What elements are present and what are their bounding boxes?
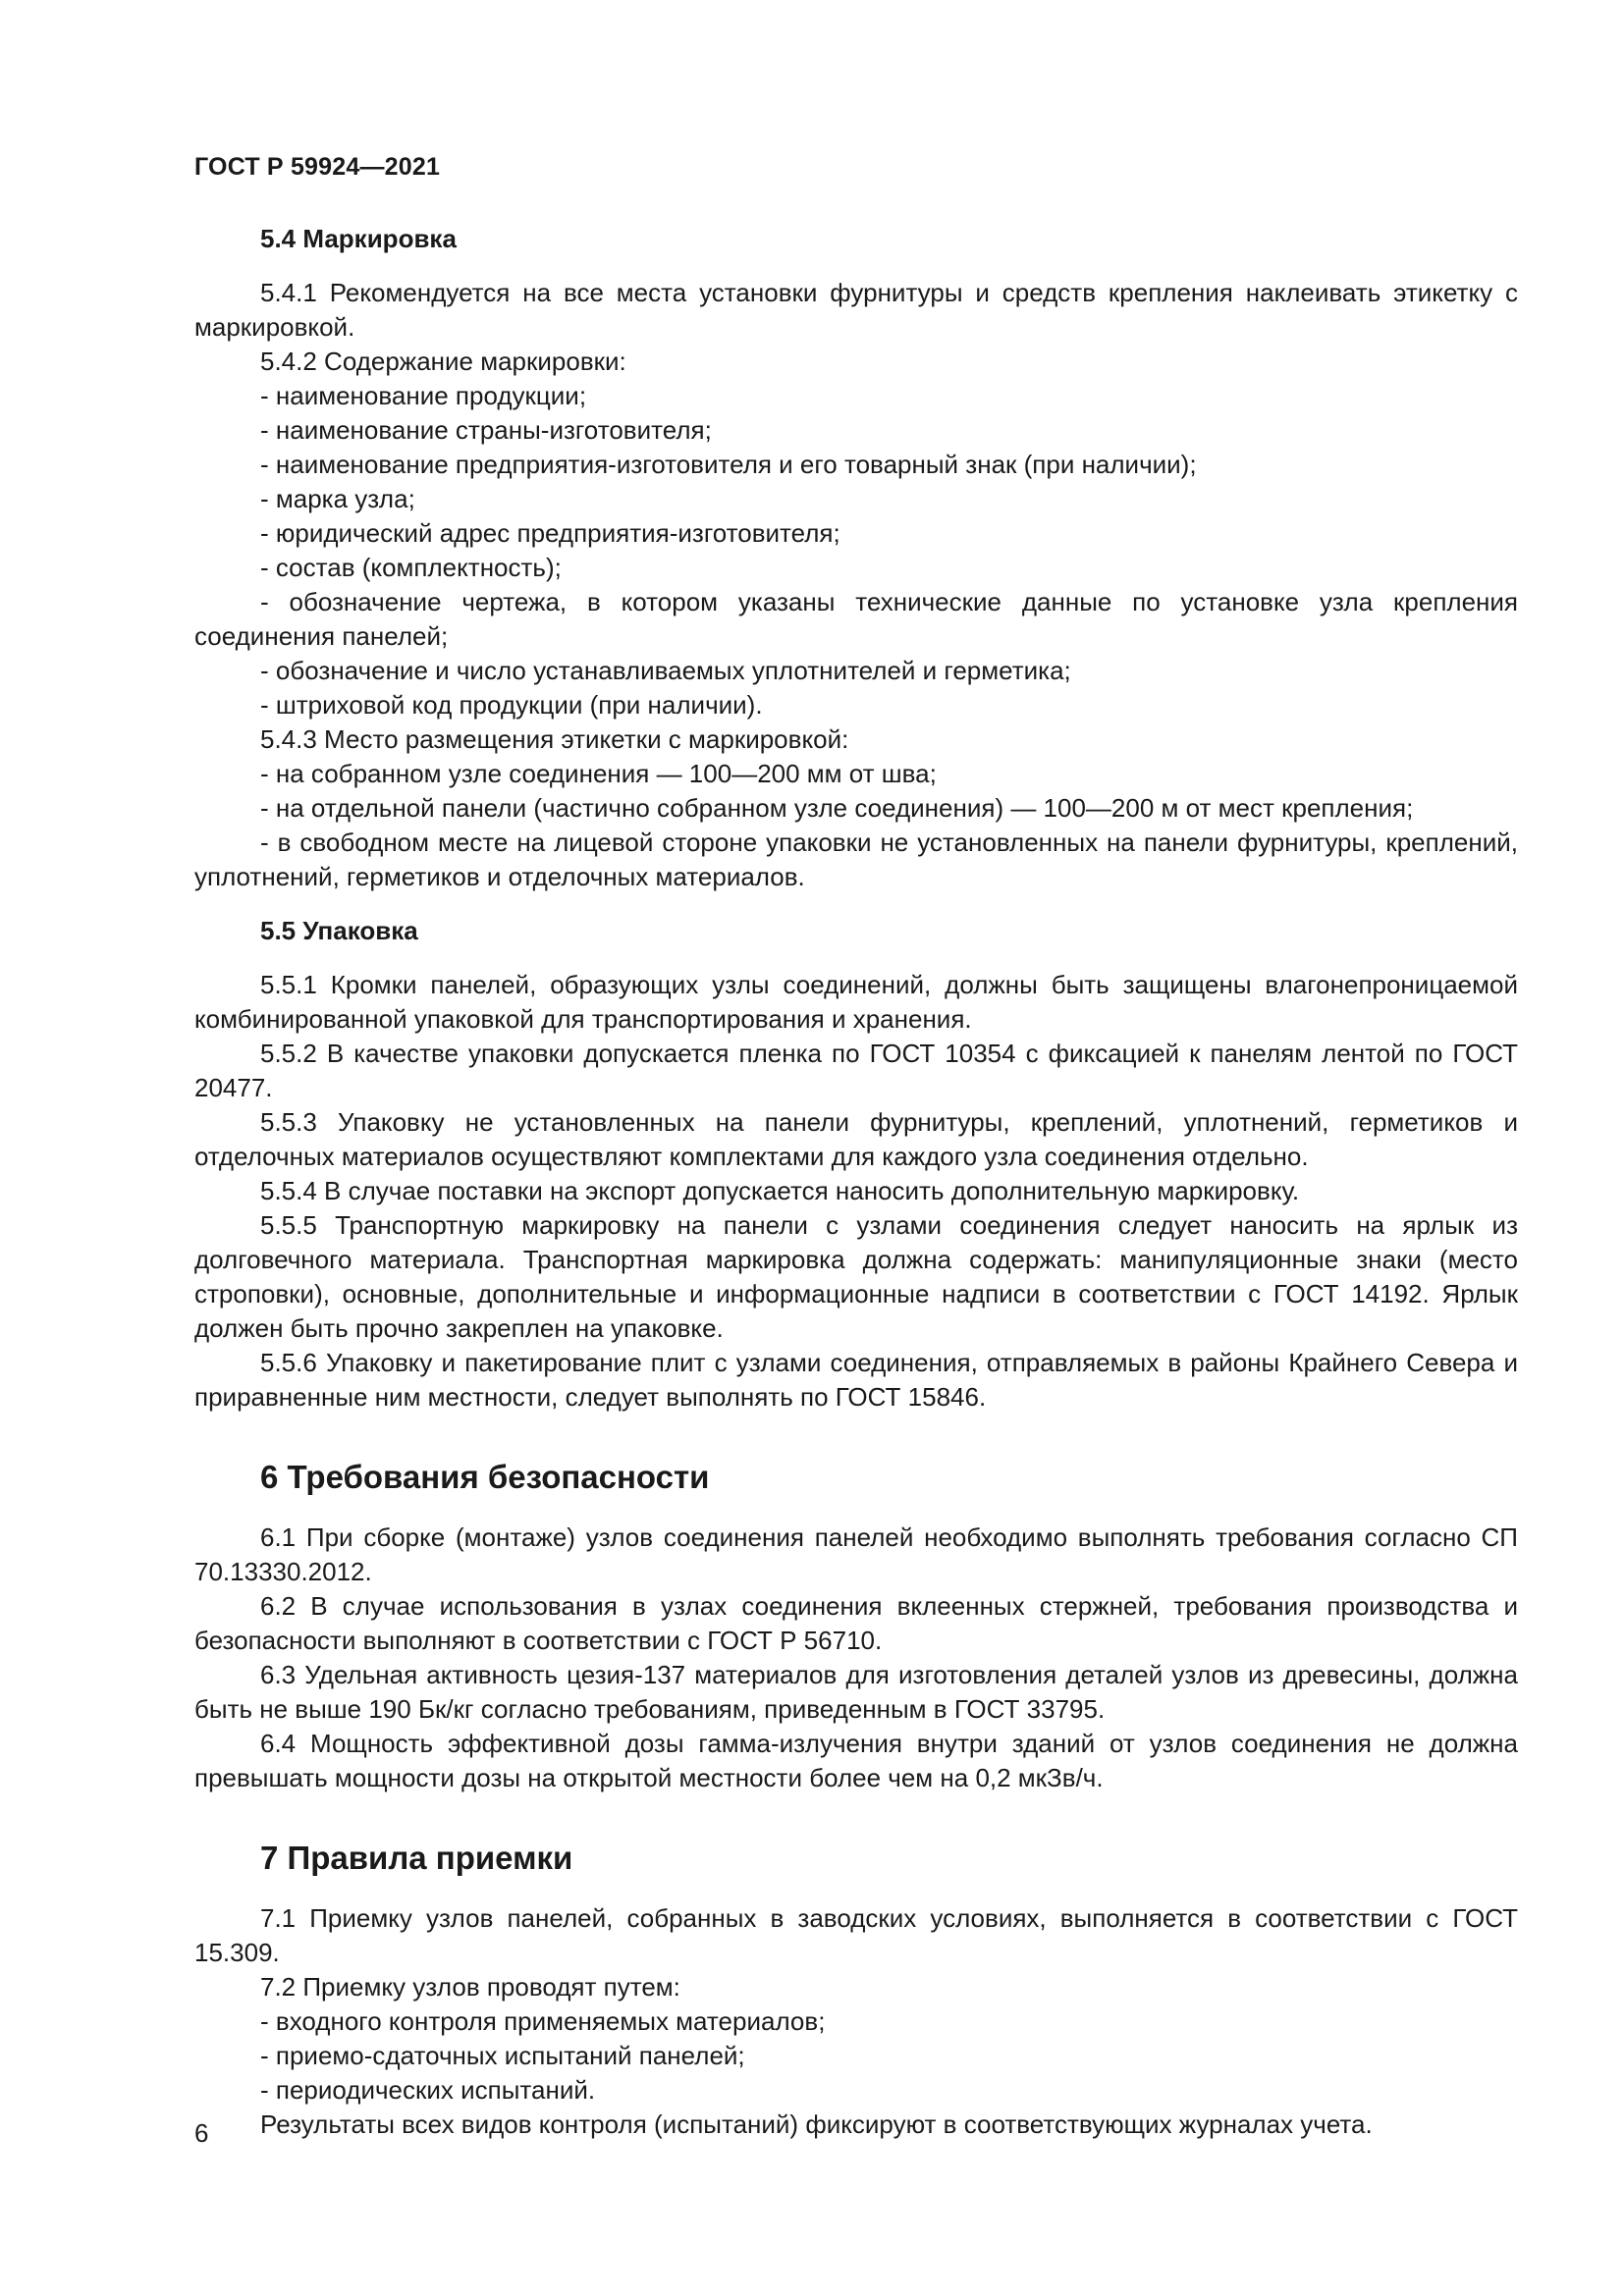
section-title-7: 7 Правила приемки [260, 1840, 573, 1876]
list-item: - в свободном месте на лицевой стороне упаковки не установленных на панели фурнитуры, креплений, уплотнений, герметиков и отделочных материалов. [194, 828, 1518, 891]
paragraph-6-1: 6.1 При сборке (монтаже) узлов соединения панелей необходимо выполнять требования согласно СП 70.13330.2012. [194, 1522, 1518, 1586]
paragraph-5-5-5: 5.5.5 Транспортную маркировку на панели с узлами соединения следует наносить на ярлык из долговечного материала. Транспортная маркировка должна содержать: манипуляционные знаки (место строповки), основные, дополнительные и информационные надписи в соответствии с ГОСТ 14192. Ярлык должен быть прочно закреплен на упаковке. [194, 1210, 1518, 1343]
list-item: - наименование продукции; [260, 381, 587, 410]
list-item: - на отдельной панели (частично собранном узле соединения) — 100—200 м от мест крепления; [260, 793, 1414, 823]
paragraph-6-2: 6.2 В случае использования в узлах соединения вклеенных стержней, требования производства и безопасности выполняют в соответствии с ГОСТ Р 56710. [194, 1591, 1518, 1655]
document-header: ГОСТ Р 59924—2021 [194, 153, 441, 181]
paragraph-5-5-1: 5.5.1 Кромки панелей, образующих узлы соединений, должны быть защищены влагонепроницаемой комбинированной упаковкой для транспортирования и хранения. [194, 970, 1518, 1034]
list-item: - обозначение и число устанавливаемых уплотнителей и герметика; [260, 656, 1071, 685]
paragraph-5-5-6: 5.5.6 Упаковку и пакетирование плит с узлами соединения, отправляемых в районы Крайнего Севера и приравненные ним местности, следует выполнять по ГОСТ 15846. [194, 1348, 1518, 1412]
list-item: - входного контроля применяемых материалов; [260, 2006, 826, 2036]
paragraph-7-2: 7.2 Приемку узлов проводят путем: [260, 1972, 680, 2002]
paragraph-5-5-2: 5.5.2 В качестве упаковки допускается пленка по ГОСТ 10354 с фиксацией к панелям лентой по ГОСТ 20477. [194, 1039, 1518, 1102]
list-item: - обозначение чертежа, в котором указаны технические данные по установке узла крепления соединения панелей; [194, 587, 1518, 651]
list-item: - состав (комплектность); [260, 553, 562, 582]
paragraph-6-4: 6.4 Мощность эффективной дозы гамма-излучения внутри зданий от узлов соединения не должна превышать мощности дозы на открытой местности более чем на 0,2 мкЗв/ч. [194, 1729, 1518, 1792]
list-item: - марка узла; [260, 484, 415, 513]
list-item: - приемо-сдаточных испытаний панелей; [260, 2041, 745, 2070]
subsection-title-5-4: 5.4 Маркировка [260, 224, 457, 253]
paragraph-5-5-3: 5.5.3 Упаковку не установленных на панели фурнитуры, креплений, уплотнений, герметиков и отделочных материалов осуществляют комплектами для каждого узла соединения отдельно. [194, 1107, 1518, 1171]
paragraph-results: Результаты всех видов контроля (испытаний) фиксируют в соответствующих журналах учета. [260, 2109, 1373, 2139]
list-item: - на собранном узле соединения — 100—200 мм от шва; [260, 759, 937, 788]
subsection-title-5-5: 5.5 Упаковка [260, 916, 418, 945]
paragraph-5-4-1: 5.4.1 Рекомендуется на все места установки фурнитуры и средств крепления наклеивать этикетку с маркировкой. [194, 278, 1518, 342]
list-item: - наименование страны-изготовителя; [260, 415, 712, 445]
paragraph-5-4-3: 5.4.3 Место размещения этикетки с маркировкой: [260, 724, 849, 754]
list-item: - штриховой код продукции (при наличии). [260, 690, 763, 720]
paragraph-5-4-2: 5.4.2 Содержание маркировки: [260, 347, 626, 376]
paragraph-6-3: 6.3 Удельная активность цезия-137 материалов для изготовления деталей узлов из древесины, должна быть не выше 190 Бк/кг согласно требованиям, приведенным в ГОСТ 33795. [194, 1660, 1518, 1724]
document-body [194, 222, 1518, 2142]
list-item: - периодических испытаний. [260, 2075, 596, 2105]
page-number: 6 [194, 2118, 209, 2148]
list-item: - юридический адрес предприятия-изготовителя; [260, 518, 840, 548]
list-item: - наименование предприятия-изготовителя и его товарный знак (при наличии); [260, 450, 1197, 479]
section-title-6: 6 Требования безопасности [260, 1459, 710, 1495]
paragraph-5-5-4: 5.5.4 В случае поставки на экспорт допускается наносить дополнительную маркировку. [260, 1176, 1300, 1205]
paragraph-7-1: 7.1 Приемку узлов панелей, собранных в заводских условиях, выполняется в соответствии с ГОСТ 15.309. [194, 1903, 1518, 1967]
